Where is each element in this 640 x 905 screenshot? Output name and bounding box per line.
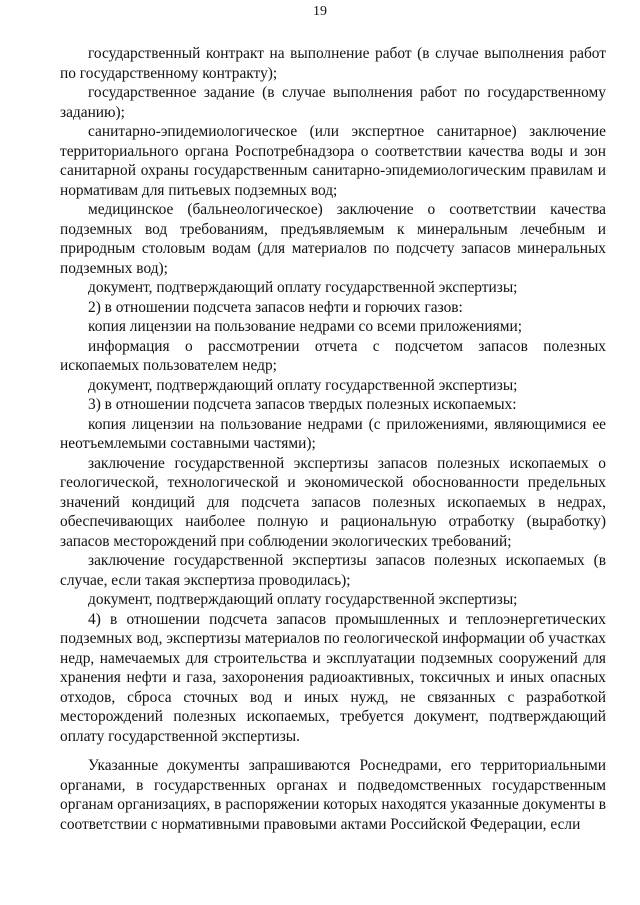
paragraph: медицинское (бальнеологическое) заключение о соответствии качества подземных вод требованиям, предъявляемым к минеральным лечебным и природным столовым водам (для материалов по подсчету запасов минеральных подземных вод); — [60, 201, 606, 277]
list-heading-4: 4) в отношении подсчета запасов промышленных и теплоэнергетических подземных вод, экспертизы материалов по геологической информации об участках недр, намечаемых для строительства и эксплуатации подземных сооружений для хранения нефти и газа, захоронения радиоактивных, токсичных и иных опасных отходов, сброса сточных вод и иных нужд, не связанных с разработкой месторождений полезных ископаемых, требуется документ, подтверждающий оплату государственной экспертизы. — [60, 610, 606, 745]
paragraph: документ, подтверждающий оплату государственной экспертизы; — [88, 279, 518, 296]
paragraph: санитарно-эпидемиологическое (или экспертное санитарное) заключение территориального органа Роспотребнадзора о соответствии качества воды и зон санитарной охраны государственным санитарно-эпидемиологическим правилам и нормативам для питьевых подземных вод; — [60, 123, 606, 199]
paragraph: государственный контракт на выполнение работ (в случае выполнения работ по государственному контракту); — [60, 45, 606, 82]
paragraph: копия лицензии на пользование недрами со всеми приложениями; — [88, 318, 522, 335]
list-heading-3: 3) в отношении подсчета запасов твердых полезных ископаемых: — [88, 396, 517, 413]
paragraph: информация о рассмотрении отчета с подсчетом запасов полезных ископаемых пользователем недр; — [60, 337, 606, 374]
paragraph: копия лицензии на пользование недрами (с приложениями, являющимися ее неотъемлемыми составными частями); — [60, 415, 606, 452]
paragraph: заключение государственной экспертизы запасов полезных ископаемых (в случае, если такая экспертиза проводилась); — [60, 552, 606, 589]
page-number: 19 — [313, 4, 327, 19]
document-body — [60, 44, 606, 834]
paragraph: государственное задание (в случае выполнения работ по государственному заданию); — [60, 84, 606, 121]
paragraph: документ, подтверждающий оплату государственной экспертизы; — [88, 376, 518, 394]
paragraph: Указанные документы запрашиваются Роснедрами, его территориальными органами, в государственных органах и подведомственных государственным органам организациях, в распоряжении которых находятся указанные документы в соответствии с нормативными правовыми актами Российской Федерации, если — [60, 757, 606, 833]
paragraph: документ, подтверждающий оплату государственной экспертизы; — [88, 591, 518, 608]
paragraph: заключение государственной экспертизы запасов полезных ископаемых о геологической, технологической и экономической обоснованности предельных значений кондиций для подсчета запасов полезных ископаемых в недрах, обеспечивающих наиболее полную и рациональную отработку (выработку) запасов месторождений при соблюдении экологических требований; — [60, 454, 606, 550]
list-heading-2: 2) в отношении подсчета запасов нефти и горючих газов: — [88, 298, 463, 316]
